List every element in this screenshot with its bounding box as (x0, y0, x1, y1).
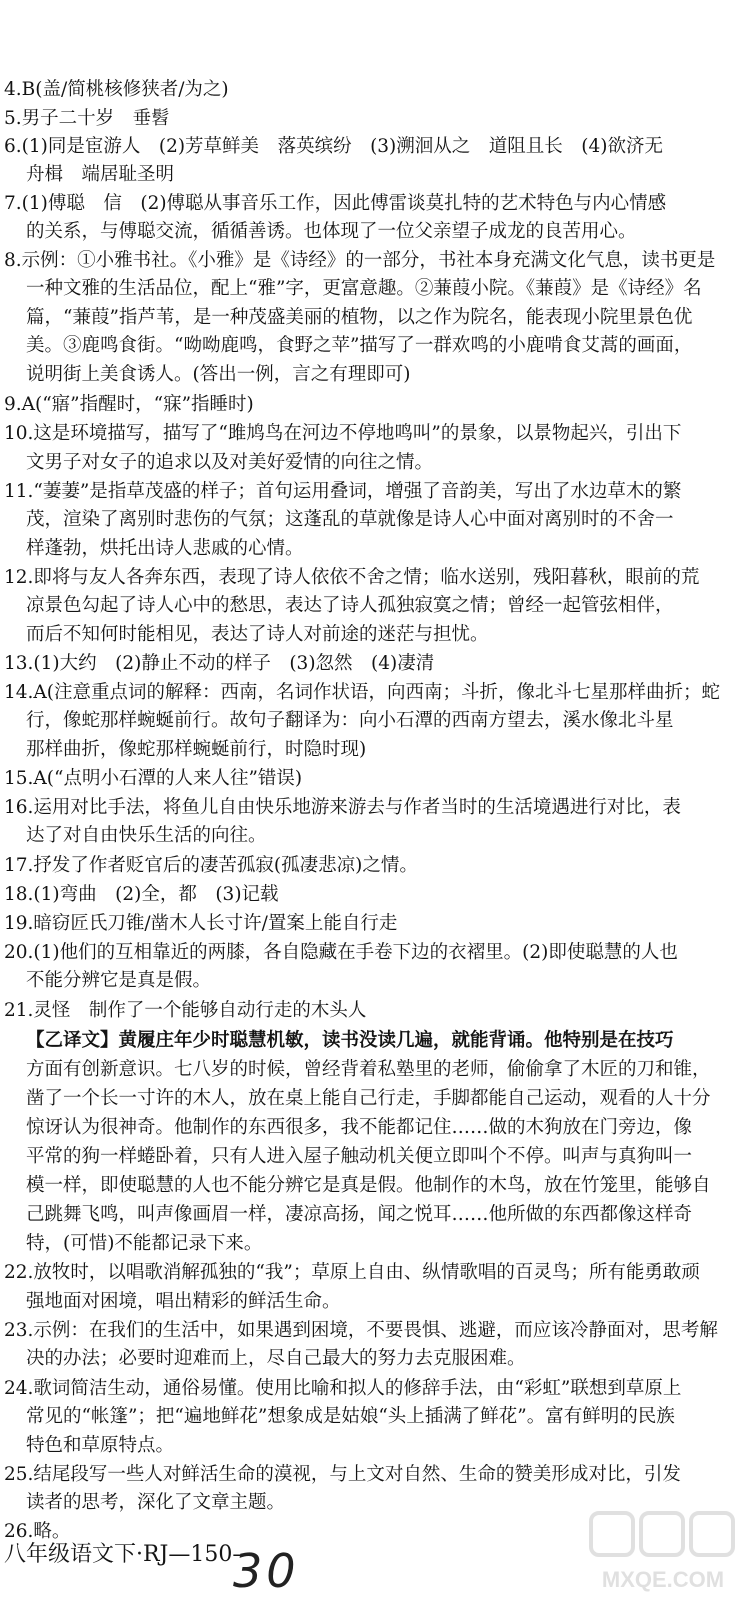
text-line: 21.灵怪 制作了一个能够自动行走的木头人 (4, 1000, 367, 1021)
text-line: 美。③鹿鸣食街。“呦呦鹿鸣，食野之苹”描写了一群欢鸣的小鹿啃食艾蒿的画面， (26, 335, 693, 356)
text-line: 16.运用对比手法，将鱼儿自由快乐地游来游去与作者当时的生活境遇进行对比，表 (4, 797, 681, 818)
text-line: 11.“萋萋”是指草茂盛的样子；首句运用叠词，增强了音韵美，写出了水边草木的繁 (4, 481, 682, 502)
text-line: 的关系，与傅聪交流，循循善诱。也体现了一位父亲望子成龙的良苦用心。 (26, 221, 637, 242)
watermark-text: MXQE.COM (601, 1567, 725, 1592)
text-line: 那样曲折，像蛇那样蜿蜒前行，时隐时现) (26, 739, 367, 760)
text-line: 常见的“帐篷”；把“遍地鲜花”想象成是姑娘“头上插满了鲜花”。富有鲜明的民族 (26, 1406, 675, 1427)
text-line: 25.结尾段写一些人对鲜活生命的漠视，与上文对自然、生命的赞美形成对比，引发 (4, 1464, 681, 1485)
text-line: 20.(1)他们的互相靠近的两膝，各自隐藏在手卷下边的衣褶里。(2)即使聪慧的人也 (4, 942, 678, 963)
text-line: 一种文雅的生活品位，配上“雅”字，更富意趣。②蒹葭小院。《蒹葭》是《诗经》名 (26, 278, 702, 299)
text-line: 【乙译文】黄履庄年少时聪慧机敏，读书没读几遍，就能背诵。他特别是在技巧 (26, 1030, 674, 1051)
text-line: 而后不知何时能相见，表达了诗人对前途的迷茫与担忧。 (26, 624, 489, 645)
page-footer: 八年级语文下·RJ—150— (4, 1542, 255, 1567)
text-line: 模一样，即使聪慧的人也不能分辨它是真是假。他制作的木鸟，放在竹笼里，能够自 (26, 1175, 711, 1196)
text-line: 17.抒发了作者贬官后的凄苦孤寂(孤凄悲凉)之情。 (4, 855, 418, 876)
text-line: 舟楫 端居耻圣明 (26, 164, 175, 185)
text-line: 22.放牧时，以唱歌消解孤独的“我”；草原上自由、纵情歌唱的百灵鸟；所有能勇敢顽 (4, 1262, 700, 1283)
text-line: 10.这是环境描写，描写了“雎鸠鸟在河边不停地鸣叫”的景象，以景物起兴，引出下 (4, 423, 682, 444)
text-line: 强地面对困境，唱出精彩的鲜活生命。 (26, 1291, 341, 1312)
text-line: 文男子对女子的追求以及对美好爱情的向往之情。 (26, 452, 434, 473)
text-line: 14.A(注意重点词的解释：西南，名词作状语，向西南；斗折，像北斗七星那样曲折；蛇 (4, 682, 721, 703)
text-line: 4.B(盖/简桃核修狭者/为之) (4, 79, 229, 100)
text-line: 6.(1)同是宦游人 (2)芳草鲜美 落英缤纷 (3)溯洄从之 道阻且长 (4)欲济无 (4, 136, 663, 157)
text-line: 7.(1)傅聪 信 (2)傅聪从事音乐工作，因此傅雷谈莫扎特的艺术特色与内心情感 (4, 193, 667, 214)
text-line: 特色和草原特点。 (26, 1435, 175, 1456)
text-line: 读者的思考，深化了文章主题。 (26, 1492, 286, 1513)
text-line: 说明街上美食诱人。(答出一例，言之有理即可) (26, 364, 411, 385)
text-line: 特，(可惜)不能都记录下来。 (26, 1233, 263, 1254)
text-line: 不能分辨它是真是假。 (26, 970, 212, 991)
watermark-logo (585, 1507, 740, 1597)
text-line: 23.示例：在我们的生活中，如果遇到困境，不要畏惧、逃避，而应该冷静面对，思考解 (4, 1320, 718, 1341)
text-line: 决的办法；必要时迎难而上，尽自己最大的努力去克服困难。 (26, 1348, 526, 1369)
text-line: 行，像蛇那样蜿蜒前行。故句子翻译为：向小石潭的西南方望去，溪水像北斗星 (26, 710, 674, 731)
text-line: 18.(1)弯曲 (2)全，都 (3)记载 (4, 884, 279, 905)
text-line: 19.暗窃匠氏刀锥/凿木人长寸许/置案上能自行走 (4, 913, 398, 934)
text-line: 茂，渲染了离别时悲伤的气氛；这蓬乱的草就像是诗人心中面对离别时的不舍一 (26, 509, 674, 530)
text-line: 己跳舞飞鸣，叫声像画眉一样，凄凉高扬，闻之悦耳……他所做的东西都像这样奇 (26, 1204, 693, 1225)
text-line: 达了对自由快乐生活的向往。 (26, 825, 267, 846)
text-line: 篇，“蒹葭”指芦苇，是一种茂盛美丽的植物，以之作为院名，能表现小院里景色优 (26, 307, 693, 328)
text-line: 13.(1)大约 (2)静止不动的样子 (3)忽然 (4)凄清 (4, 653, 435, 674)
text-line: 凿了一个长一寸许的木人，放在桌上能自己行走，手脚都能自己运动，观看的人十分 (26, 1088, 711, 1109)
text-line: 凉景色勾起了诗人心中的愁思，表达了诗人孤独寂寞之情；曾经一起管弦相伴， (26, 595, 674, 616)
text-line: 26.略。 (4, 1521, 71, 1542)
text-line: 12.即将与友人各奔东西，表现了诗人依依不舍之情；临水送别，残阳暮秋，眼前的荒 (4, 567, 700, 588)
text-line: 平常的狗一样蜷卧着，只有人进入屋子触动机关便立即叫个不停。叫声与真狗叫一 (26, 1146, 693, 1167)
text-line: 5.男子二十岁 垂髫 (4, 108, 170, 129)
text-line: 惊讶认为很神奇。他制作的东西很多，我不能都记住……做的木狗放在门旁边，像 (26, 1117, 693, 1138)
text-line: 样蓬勃，烘托出诗人悲戚的心情。 (26, 538, 304, 559)
text-line: 15.A(“点明小石潭的人来人往”错误) (4, 768, 303, 789)
text-line: 方面有创新意识。七八岁的时候，曾经背着私塾里的老师，偷偷拿了木匠的刀和锥， (26, 1059, 711, 1080)
text-line: 9.A(“寤”指醒时，“寐”指睡时) (4, 394, 254, 415)
text-line: 24.歌词简洁生动，通俗易懂。使用比喻和拟人的修辞手法，由“彩虹”联想到草原上 (4, 1378, 682, 1399)
text-line: 8.示例：①小雅书社。《小雅》是《诗经》的一部分，书社本身充满文化气息，读书更是 (4, 250, 716, 271)
handwritten-page-number: 30 (233, 1544, 300, 1598)
